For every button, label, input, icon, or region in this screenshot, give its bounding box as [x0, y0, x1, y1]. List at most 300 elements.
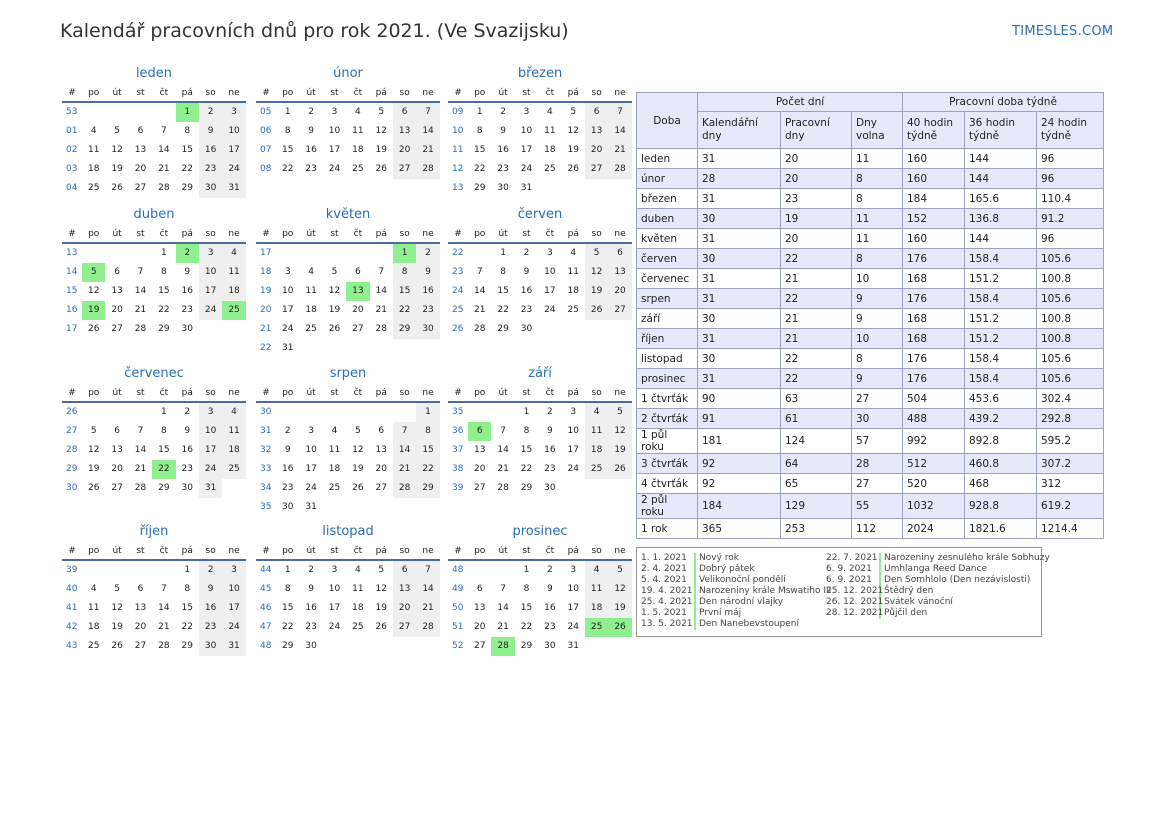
value-cell: 11	[852, 149, 903, 169]
week-number: 05	[260, 107, 272, 117]
value-cell: 21	[781, 309, 852, 329]
weekday-header: ne	[416, 384, 439, 403]
day-cell: 19	[352, 464, 364, 474]
empty-day-cell	[468, 403, 491, 422]
empty-day-cell	[105, 561, 128, 580]
day-cell: 23	[305, 164, 317, 174]
day-cell: 31	[199, 479, 222, 498]
day-cell: 28	[608, 160, 631, 179]
day-cell: 9	[308, 584, 314, 594]
day-cell: 23	[199, 160, 222, 179]
day-cell: 13	[393, 580, 416, 599]
day-cell: 9	[547, 584, 553, 594]
day-cell: 14	[158, 603, 170, 613]
weekday-header: so	[393, 384, 416, 403]
month-name: březen	[517, 66, 563, 81]
day-cell: 17	[199, 282, 222, 301]
week-number: 23	[452, 267, 464, 277]
day-cell: 25	[328, 483, 341, 493]
value-cell: 23	[781, 189, 852, 209]
empty-day-cell	[199, 320, 222, 339]
value-cell: 105.6	[1037, 289, 1104, 309]
weekday-header: út	[105, 542, 128, 561]
day-cell: 22	[281, 622, 294, 632]
month-name: červenec	[124, 366, 184, 381]
weekday-header: ne	[222, 384, 245, 403]
holiday-name: Velikonoční pondělí	[699, 575, 786, 585]
value-cell: 1032	[903, 494, 965, 519]
period-cell: únor	[637, 169, 698, 189]
value-cell: 144	[965, 169, 1037, 189]
day-cell: 10	[567, 426, 579, 436]
day-cell: 4	[585, 403, 608, 422]
day-cell: 7	[608, 103, 631, 122]
day-cell: 1	[476, 107, 483, 117]
day-cell: 18	[305, 305, 317, 315]
week-number: 51	[452, 622, 464, 632]
day-cell: 23	[305, 622, 317, 632]
empty-day-cell	[416, 498, 439, 517]
value-cell: 11	[852, 229, 903, 249]
day-cell: 23	[520, 305, 533, 315]
day-cell: 2	[308, 107, 314, 117]
empty-day-cell	[393, 637, 416, 656]
day-cell: 30	[199, 637, 222, 656]
week-number: 29	[66, 464, 78, 474]
holiday-name: Den národní vlajky	[699, 597, 784, 607]
table-row	[637, 369, 1104, 389]
day-cell: 17	[199, 441, 222, 460]
day-cell: 22	[416, 460, 439, 479]
empty-day-cell	[370, 403, 393, 422]
day-cell: 26	[87, 324, 100, 334]
weekday-header: ne	[608, 84, 631, 103]
day-cell: 7	[416, 561, 439, 580]
week-number: 39	[66, 565, 78, 575]
day-cell: 3	[331, 107, 338, 117]
day-cell: 4	[308, 267, 314, 277]
day-cell: 22	[181, 622, 193, 632]
empty-day-cell	[585, 479, 608, 498]
week-number: 02	[66, 145, 78, 155]
value-cell: 90	[698, 389, 781, 409]
day-cell: 22	[393, 301, 416, 320]
value-cell: 8	[852, 169, 903, 189]
day-cell: 21	[497, 464, 509, 474]
day-cell: 13	[585, 122, 608, 141]
period-cell: srpen	[637, 289, 698, 309]
day-cell: 11	[87, 145, 100, 155]
day-cell: 10	[328, 126, 341, 136]
day-cell: 20	[134, 622, 147, 632]
day-cell: 23	[281, 483, 294, 493]
holiday-date: 26. 12. 2021	[822, 597, 881, 608]
day-cell: 29	[181, 183, 193, 193]
empty-day-cell	[608, 637, 631, 656]
day-cell: 21	[375, 305, 387, 315]
empty-day-cell	[562, 479, 585, 498]
week-number-header: #	[448, 542, 468, 561]
day-cell: 8	[523, 584, 530, 594]
period-cell: březen	[637, 189, 698, 209]
value-cell: 22	[781, 349, 852, 369]
day-cell: 13	[346, 282, 369, 301]
month-days-grid	[62, 84, 246, 198]
period-cell: 1 rok	[637, 519, 698, 539]
day-cell: 19	[328, 305, 341, 315]
week-number: 15	[66, 286, 78, 296]
empty-day-cell	[608, 479, 631, 498]
value-cell: 292.8	[1037, 409, 1104, 429]
week-number-header: #	[62, 84, 82, 103]
week-number: 30	[260, 407, 272, 417]
day-cell: 13	[393, 122, 416, 141]
col-working-days: Pracovní dny	[781, 112, 852, 149]
weekday-header: po	[468, 225, 491, 244]
value-cell: 453.6	[965, 389, 1037, 409]
day-cell: 23	[416, 301, 439, 320]
week-number-header: #	[62, 384, 82, 403]
day-cell: 24	[567, 464, 579, 474]
week-number: 07	[260, 145, 272, 155]
day-cell: 25	[567, 305, 579, 315]
day-cell: 14	[608, 122, 631, 141]
period-cell: prosinec	[637, 369, 698, 389]
day-cell: 6	[137, 126, 144, 136]
week-number: 32	[260, 445, 272, 455]
empty-day-cell	[370, 637, 393, 656]
day-cell: 26	[111, 183, 123, 193]
value-cell: 176	[903, 369, 965, 389]
weekday-header: pá	[562, 542, 585, 561]
day-cell: 10	[281, 286, 294, 296]
week-number: 13	[66, 248, 78, 258]
value-cell: 110.4	[1037, 189, 1104, 209]
day-cell: 14	[416, 580, 439, 599]
week-number-header: #	[256, 225, 276, 244]
day-cell: 18	[585, 441, 608, 460]
holiday-date: 19. 4. 2021	[637, 586, 696, 597]
day-cell: 2	[416, 244, 439, 263]
value-cell: 160	[903, 229, 965, 249]
holiday-date: 2. 4. 2021	[637, 564, 696, 575]
day-cell: 10	[520, 126, 533, 136]
day-cell: 19	[585, 282, 608, 301]
weekday-header: so	[585, 384, 608, 403]
day-cell: 6	[476, 584, 483, 594]
day-cell: 30	[305, 641, 317, 651]
value-cell: 22	[781, 249, 852, 269]
month-calendar	[448, 521, 632, 656]
day-cell: 21	[608, 141, 631, 160]
day-cell: 4	[547, 107, 553, 117]
day-cell: 16	[199, 599, 222, 618]
day-cell: 30	[281, 502, 294, 512]
day-cell: 2	[547, 565, 553, 575]
weekday-header: pá	[562, 384, 585, 403]
day-cell: 6	[355, 267, 361, 277]
value-cell: 124	[781, 429, 852, 454]
weekday-header: so	[199, 84, 222, 103]
value-cell: 30	[852, 409, 903, 429]
table-row	[637, 454, 1104, 474]
day-cell: 2	[176, 244, 199, 263]
day-cell: 5	[331, 267, 338, 277]
table-row	[637, 149, 1104, 169]
weekday-header: po	[82, 384, 105, 403]
weekday-header: so	[199, 225, 222, 244]
day-cell: 7	[500, 426, 506, 436]
page-title: Kalendář pracovních dnů pro rok 2021. (Ve Svazijsku)	[60, 20, 569, 42]
week-number: 09	[452, 107, 464, 117]
day-cell: 14	[134, 286, 147, 296]
value-cell: 460.8	[965, 454, 1037, 474]
empty-day-cell	[129, 244, 152, 263]
month-days-grid	[256, 384, 440, 517]
weekday-header: pá	[176, 542, 199, 561]
empty-day-cell	[468, 561, 491, 580]
day-cell: 16	[416, 282, 439, 301]
month-days-grid	[448, 542, 632, 656]
day-cell: 25	[352, 164, 364, 174]
empty-day-cell	[323, 339, 346, 358]
table-row	[637, 519, 1104, 539]
day-cell: 10	[199, 422, 222, 441]
day-cell: 25	[87, 641, 100, 651]
day-cell: 29	[497, 324, 509, 334]
day-cell: 7	[393, 422, 416, 441]
weekday-header: pá	[562, 84, 585, 103]
month-calendar	[62, 363, 246, 498]
day-cell: 13	[608, 263, 631, 282]
day-cell: 26	[328, 324, 341, 334]
day-cell: 22	[473, 164, 486, 174]
value-cell: 21	[781, 329, 852, 349]
weekday-header: ne	[222, 225, 245, 244]
week-number: 17	[66, 324, 78, 334]
day-cell: 15	[520, 603, 533, 613]
day-cell: 3	[570, 565, 577, 575]
day-cell: 13	[375, 445, 387, 455]
table-row	[637, 494, 1104, 519]
month-name: listopad	[322, 524, 374, 539]
day-cell: 13	[473, 445, 486, 455]
value-cell: 30	[698, 249, 781, 269]
week-number: 01	[66, 126, 78, 136]
brand-link[interactable]: TIMESLES.COM	[1012, 24, 1114, 39]
day-cell: 27	[375, 483, 387, 493]
holiday-column-left	[637, 553, 831, 630]
empty-day-cell	[491, 561, 514, 580]
holiday-name: Den Somhlolo (Den nezávislosti)	[884, 575, 1031, 585]
day-cell: 22	[181, 164, 193, 174]
day-cell: 29	[520, 483, 533, 493]
week-number: 17	[260, 248, 272, 258]
empty-day-cell	[585, 320, 608, 339]
day-cell: 5	[82, 263, 105, 282]
value-cell: 63	[781, 389, 852, 409]
day-cell: 16	[544, 445, 556, 455]
day-cell: 27	[111, 324, 123, 334]
weekday-header: po	[276, 384, 299, 403]
day-cell: 7	[476, 267, 483, 277]
day-cell: 19	[87, 464, 100, 474]
day-cell: 24	[199, 301, 222, 320]
day-cell: 1	[523, 565, 530, 575]
day-cell: 1	[176, 103, 199, 122]
period-cell: 1 čtvrťák	[637, 389, 698, 409]
day-cell: 10	[222, 122, 245, 141]
day-cell: 19	[375, 603, 387, 613]
weekday-header: so	[585, 542, 608, 561]
day-cell: 3	[570, 407, 577, 417]
holiday-name: Den Nanebevstoupení	[699, 619, 799, 629]
value-cell: 8	[852, 349, 903, 369]
period-cell: říjen	[637, 329, 698, 349]
day-cell: 8	[500, 267, 506, 277]
period-cell: květen	[637, 229, 698, 249]
day-cell: 28	[134, 483, 147, 493]
empty-day-cell	[105, 403, 128, 422]
day-cell: 20	[608, 282, 631, 301]
month-days-grid	[256, 542, 440, 656]
day-cell: 16	[544, 603, 556, 613]
day-cell: 28	[416, 618, 439, 637]
day-cell: 3	[331, 565, 338, 575]
day-cell: 9	[184, 267, 191, 277]
day-cell: 15	[158, 445, 170, 455]
weekday-header: ne	[608, 542, 631, 561]
day-cell: 23	[544, 622, 556, 632]
day-cell: 19	[111, 164, 123, 174]
month-calendar	[448, 363, 632, 498]
period-cell: listopad	[637, 349, 698, 369]
weekday-header: st	[323, 225, 346, 244]
empty-day-cell	[323, 637, 346, 656]
day-cell: 15	[281, 145, 294, 155]
period-cell: leden	[637, 149, 698, 169]
day-cell: 5	[378, 565, 385, 575]
month-name: leden	[135, 66, 173, 81]
day-cell: 4	[222, 244, 245, 263]
holiday-name: Půjčil den	[884, 608, 928, 618]
month-name: říjen	[139, 524, 169, 539]
week-number: 26	[452, 324, 464, 334]
month-days-grid	[256, 84, 440, 179]
week-number: 03	[66, 164, 78, 174]
day-cell: 21	[158, 164, 170, 174]
value-cell: 91.2	[1037, 209, 1104, 229]
week-number-header: #	[256, 384, 276, 403]
empty-day-cell	[105, 244, 128, 263]
weekday-header: st	[129, 225, 152, 244]
value-cell: 22	[781, 289, 852, 309]
week-number-header: #	[62, 542, 82, 561]
day-cell: 23	[199, 618, 222, 637]
day-cell: 6	[393, 561, 416, 580]
week-number: 25	[452, 305, 464, 315]
weekday-header: pá	[176, 384, 199, 403]
value-cell: 105.6	[1037, 249, 1104, 269]
week-number: 44	[260, 565, 272, 575]
weekday-header: út	[491, 384, 514, 403]
period-cell: 2 půl roku	[637, 494, 698, 519]
value-cell: 1214.4	[1037, 519, 1104, 539]
week-number: 46	[260, 603, 272, 613]
week-number: 10	[452, 126, 464, 136]
day-cell: 17	[328, 145, 341, 155]
day-cell: 18	[87, 622, 100, 632]
day-cell: 26	[375, 164, 387, 174]
day-cell: 11	[567, 267, 579, 277]
day-cell: 8	[184, 584, 191, 594]
day-cell: 26	[375, 622, 387, 632]
empty-day-cell	[585, 637, 608, 656]
day-cell: 17	[567, 603, 579, 613]
day-cell: 30	[544, 641, 556, 651]
day-cell: 26	[608, 618, 631, 637]
day-cell: 29	[520, 641, 533, 651]
day-cell: 17	[222, 599, 245, 618]
value-cell: 100.8	[1037, 269, 1104, 289]
day-cell: 16	[305, 603, 317, 613]
value-cell: 30	[698, 309, 781, 329]
day-cell: 30	[199, 179, 222, 198]
day-cell: 30	[181, 324, 193, 334]
day-cell: 29	[416, 479, 439, 498]
month-name: únor	[333, 66, 363, 81]
weekday-header: čt	[538, 542, 561, 561]
week-number: 06	[260, 126, 272, 136]
value-cell: 96	[1037, 149, 1104, 169]
day-cell: 4	[355, 107, 361, 117]
day-cell: 17	[544, 286, 556, 296]
empty-day-cell	[346, 498, 369, 517]
weekday-header: čt	[152, 384, 175, 403]
day-cell: 8	[284, 126, 291, 136]
table-row	[637, 349, 1104, 369]
day-cell: 26	[111, 641, 123, 651]
weekday-header: po	[82, 84, 105, 103]
empty-day-cell	[346, 244, 369, 263]
day-cell: 11	[585, 422, 608, 441]
day-cell: 23	[497, 164, 509, 174]
day-cell: 13	[111, 286, 123, 296]
day-cell: 27	[585, 160, 608, 179]
value-cell: 96	[1037, 229, 1104, 249]
empty-day-cell	[538, 179, 561, 198]
value-cell: 10	[852, 329, 903, 349]
weekday-header: po	[468, 542, 491, 561]
day-cell: 28	[416, 160, 439, 179]
day-cell: 3	[284, 267, 291, 277]
day-cell: 17	[328, 603, 341, 613]
month-days-grid	[62, 384, 246, 498]
period-cell: 4 čtvrťák	[637, 474, 698, 494]
day-cell: 27	[134, 641, 147, 651]
week-number: 41	[66, 603, 78, 613]
day-cell: 20	[111, 464, 123, 474]
day-cell: 18	[585, 599, 608, 618]
holiday-date: 6. 9. 2021	[822, 564, 881, 575]
day-cell: 11	[585, 580, 608, 599]
day-cell: 2	[284, 426, 291, 436]
holiday-item	[822, 608, 1050, 619]
day-cell: 7	[500, 584, 506, 594]
day-cell: 2	[199, 103, 222, 122]
holiday-name: Dobrý pátek	[699, 564, 755, 574]
holiday-list	[636, 547, 1050, 637]
